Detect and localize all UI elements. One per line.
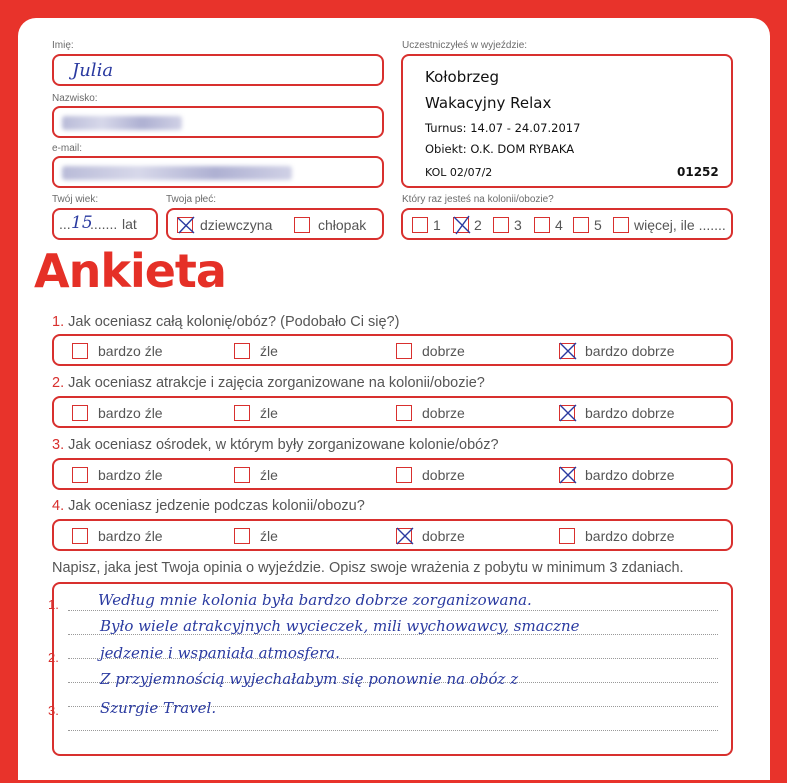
writing-line xyxy=(68,730,718,731)
times-checkbox-1[interactable] xyxy=(412,217,428,233)
answer-checkbox[interactable] xyxy=(72,343,88,359)
x-mark-icon xyxy=(558,403,578,423)
answer-row-4 xyxy=(52,519,733,551)
trip-card xyxy=(401,54,733,188)
trip-obiekt: Obiekt: O.K. DOM RYBAKA xyxy=(425,142,575,156)
times-option-5: 5 xyxy=(594,217,602,233)
times-option-3: 3 xyxy=(514,217,522,233)
answer-option: bardzo dobrze xyxy=(585,528,675,544)
handwritten-line: Z przyjemnością wyjechałabym się ponownie na obóz z xyxy=(100,670,519,688)
trip-code: KOL 02/07/2 xyxy=(425,166,493,179)
line-number: 2. xyxy=(48,650,59,665)
age-unit: lat xyxy=(122,216,137,232)
email-blurred xyxy=(62,166,292,180)
opinion-prompt: Napisz, jaka jest Twoja opinia o wyjeździe. Opisz swoje wrażenia z pobytu w minimum 3 zdaniach. xyxy=(52,560,684,576)
times-checkbox-3[interactable] xyxy=(493,217,509,233)
times-checkbox-2[interactable] xyxy=(453,217,469,233)
answer-option: źle xyxy=(260,343,278,359)
answer-option: bardzo dobrze xyxy=(585,343,675,359)
handwritten-line: Było wiele atrakcyjnych wycieczek, mili wychowawcy, smaczne xyxy=(100,617,580,635)
trip-city: Kołobrzeg xyxy=(425,68,500,86)
trip-label: Uczestniczyłeś w wyjeździe: xyxy=(402,40,528,51)
answer-checkbox[interactable] xyxy=(234,405,250,421)
answer-checkbox[interactable] xyxy=(72,528,88,544)
line-number: 1. xyxy=(48,597,59,612)
answer-option: bardzo źle xyxy=(98,405,163,421)
answer-option: źle xyxy=(260,528,278,544)
answer-checkbox[interactable] xyxy=(72,467,88,483)
trip-number: 01252 xyxy=(677,165,719,179)
x-mark-icon xyxy=(176,215,196,235)
answer-option: dobrze xyxy=(422,343,465,359)
handwritten-line: Według mnie kolonia była bardzo dobrze zorganizowana. xyxy=(98,591,532,609)
answer-row-1 xyxy=(52,334,733,366)
writing-line xyxy=(68,610,718,611)
question-number: 1. xyxy=(52,314,65,330)
answer-checkbox-checked[interactable] xyxy=(559,467,575,483)
times-option-1: 1 xyxy=(433,217,441,233)
answer-option: bardzo dobrze xyxy=(585,405,675,421)
age-label: Twój wiek: xyxy=(52,194,99,205)
line-number: 3. xyxy=(48,703,59,718)
question-3 xyxy=(52,437,499,453)
times-option-2: 2 xyxy=(474,217,482,233)
name-label: Imię: xyxy=(52,40,74,51)
name-field[interactable] xyxy=(52,54,384,86)
times-option-more: więcej, ile ....... xyxy=(634,217,726,233)
surname-blurred xyxy=(62,116,182,130)
answer-checkbox[interactable] xyxy=(396,467,412,483)
trip-turnus: Turnus: 14.07 - 24.07.2017 xyxy=(425,121,581,135)
x-mark-icon xyxy=(558,341,578,361)
answer-option: źle xyxy=(260,467,278,483)
question-number: 3. xyxy=(52,437,65,453)
times-option-4: 4 xyxy=(555,217,563,233)
gender-checkbox-female[interactable] xyxy=(177,217,193,233)
question-number: 4. xyxy=(52,498,65,514)
surname-label: Nazwisko: xyxy=(52,93,98,104)
x-mark-icon xyxy=(558,465,578,485)
question-1 xyxy=(52,314,399,330)
answer-row-3 xyxy=(52,458,733,490)
question-text: Jak oceniasz ośrodek, w którym były zorganizowane kolonie/obóz? xyxy=(68,437,499,453)
answer-option: bardzo źle xyxy=(98,343,163,359)
times-label: Który raz jesteś na kolonii/obozie? xyxy=(402,194,554,205)
x-mark-icon xyxy=(395,526,415,546)
times-field xyxy=(401,208,733,240)
surname-field[interactable] xyxy=(52,106,384,138)
question-text: Jak oceniasz jedzenie podczas kolonii/obozu? xyxy=(68,498,365,514)
age-dots-right: ....... xyxy=(90,216,118,232)
email-label: e-mail: xyxy=(52,143,83,154)
answer-option: bardzo źle xyxy=(98,467,163,483)
answer-option: dobrze xyxy=(422,405,465,421)
handwritten-line: jedzenie i wspaniała atmosfera. xyxy=(100,644,340,662)
answer-checkbox[interactable] xyxy=(234,343,250,359)
answer-checkbox-checked[interactable] xyxy=(559,405,575,421)
gender-field xyxy=(166,208,384,240)
question-text: Jak oceniasz całą kolonię/obóz? (Podobało Ci się?) xyxy=(68,314,400,330)
gender-option-male: chłopak xyxy=(318,217,367,233)
answer-checkbox[interactable] xyxy=(234,467,250,483)
question-text: Jak oceniasz atrakcje i zajęcia zorganizowane na kolonii/obozie? xyxy=(68,375,485,391)
question-2 xyxy=(52,375,485,391)
gender-option-female: dziewczyna xyxy=(200,217,273,233)
times-checkbox-more[interactable] xyxy=(613,217,629,233)
answer-checkbox[interactable] xyxy=(559,528,575,544)
x-mark-icon xyxy=(452,215,472,235)
times-checkbox-4[interactable] xyxy=(534,217,550,233)
question-number: 2. xyxy=(52,375,65,391)
answer-checkbox-checked[interactable] xyxy=(396,528,412,544)
question-4 xyxy=(52,498,365,514)
answer-option: dobrze xyxy=(422,528,465,544)
answer-row-2 xyxy=(52,396,733,428)
answer-option: źle xyxy=(260,405,278,421)
times-checkbox-5[interactable] xyxy=(573,217,589,233)
answer-option: dobrze xyxy=(422,467,465,483)
answer-checkbox[interactable] xyxy=(72,405,88,421)
age-value: 15 xyxy=(71,213,93,233)
answer-checkbox[interactable] xyxy=(396,405,412,421)
survey-title: Ankieta xyxy=(34,244,226,298)
answer-checkbox[interactable] xyxy=(396,343,412,359)
answer-checkbox-checked[interactable] xyxy=(559,343,575,359)
answer-checkbox[interactable] xyxy=(234,528,250,544)
answer-option: bardzo dobrze xyxy=(585,467,675,483)
age-dots-left: ... xyxy=(59,216,71,232)
email-field[interactable] xyxy=(52,156,384,188)
gender-checkbox-male[interactable] xyxy=(294,217,310,233)
name-value: Julia xyxy=(72,60,114,81)
handwritten-line: Szurgie Travel. xyxy=(100,699,217,717)
trip-program: Wakacyjny Relax xyxy=(425,94,552,112)
answer-option: bardzo źle xyxy=(98,528,163,544)
gender-label: Twoja płeć: xyxy=(166,194,217,205)
age-field[interactable] xyxy=(52,208,158,240)
